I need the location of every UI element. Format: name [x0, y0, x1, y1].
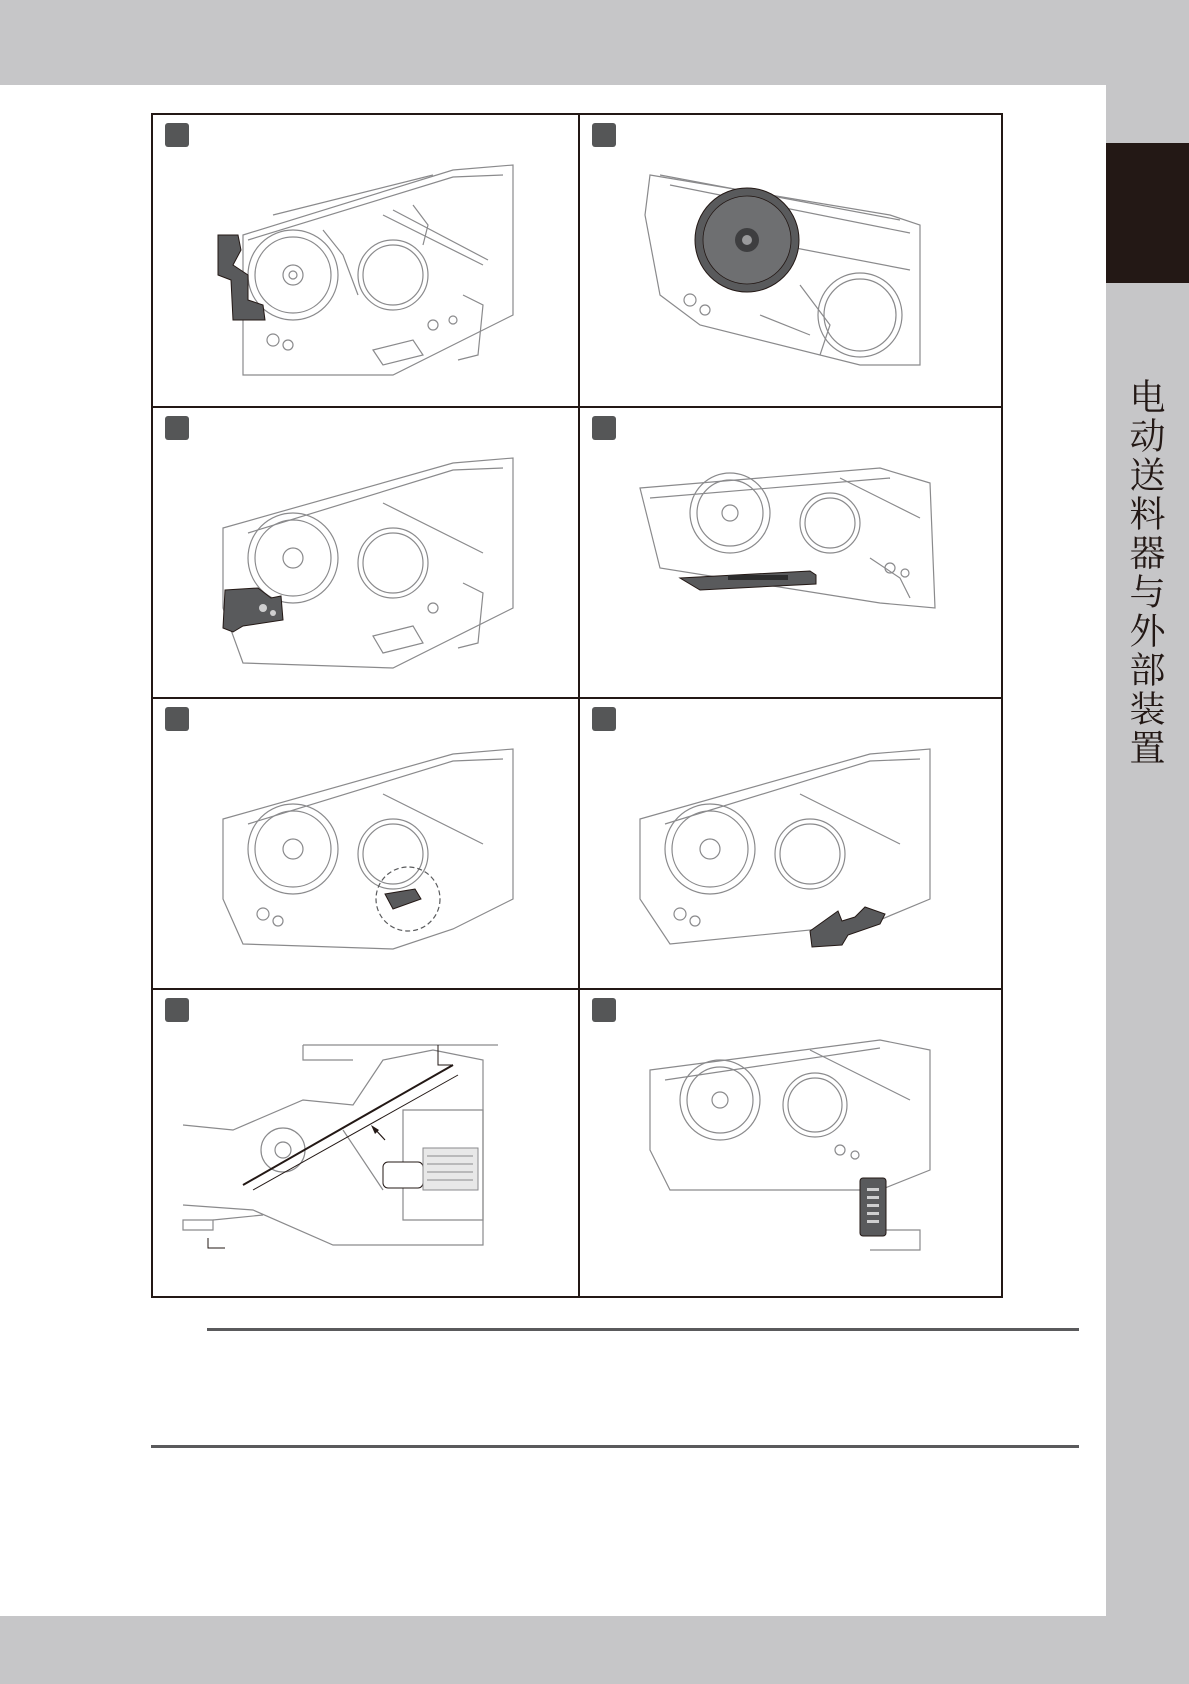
grid-cell-1 — [153, 115, 578, 406]
grid-cell-7 — [153, 990, 578, 1298]
feeder-tape-path-label-icon — [153, 990, 578, 1298]
grid-cell-4 — [580, 408, 1005, 697]
chapter-tab-marker — [1106, 143, 1189, 283]
feeder-connector-highlight-icon — [580, 990, 1003, 1298]
section-rule-lower — [151, 1445, 1079, 1448]
feeder-stopper-highlight-icon — [153, 699, 578, 988]
grid-cell-8 — [580, 990, 1005, 1298]
feeder-with-lever-highlight-icon — [153, 115, 578, 406]
feeder-clamp-highlight-icon — [580, 699, 1003, 988]
feeder-guide-bar-highlight-icon — [580, 408, 1003, 697]
illustration-grid — [151, 113, 1003, 1298]
chapter-title: 电动送料器与外部装置 — [1124, 378, 1165, 768]
feeder-block-highlight-icon — [153, 408, 578, 697]
grid-cell-3 — [153, 408, 578, 697]
grid-cell-2 — [580, 115, 1005, 406]
grid-cell-5 — [153, 699, 578, 988]
grid-cell-6 — [580, 699, 1005, 988]
feeder-sprocket-highlight-icon — [580, 115, 1003, 406]
section-rule-upper — [207, 1328, 1079, 1331]
